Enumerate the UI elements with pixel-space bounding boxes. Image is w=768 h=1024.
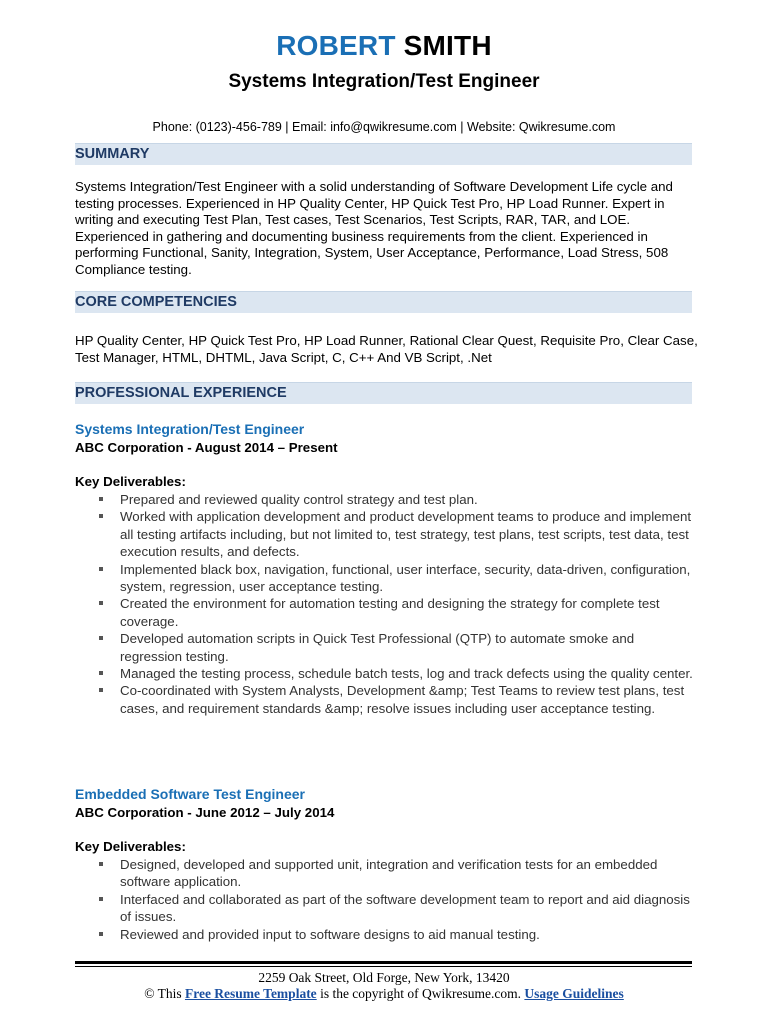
summary-heading: SUMMARY [75,146,150,162]
list-item: Created the environment for automation testing and designing the strategy for complete test coverage. [75,595,695,630]
competencies-section-header [75,291,692,313]
footer-divider-thick [75,961,692,964]
job-company-2: ABC Corporation - June 2012 – July 2014 [75,805,335,820]
competencies-heading: CORE COMPETENCIES [75,294,237,310]
headline-job-title: Systems Integration/Test Engineer [228,71,540,92]
list-item: Prepared and reviewed quality control strategy and test plan. [75,491,695,508]
copyright-middle: is the copyright of Qwikresume.com. [320,986,522,1001]
bullet-icon [99,497,103,501]
last-name: SMITH [403,30,492,61]
summary-section-header [75,143,692,165]
job-company-1: ABC Corporation - August 2014 – Present [75,440,338,455]
bullet-icon [99,671,103,675]
bullet-icon [99,514,103,518]
competencies-text: HP Quality Center, HP Quick Test Pro, HP Load Runner, Rational Clear Quest, Requisite Pro, Clear Case, Test Manager, HTML, DHTML, Java Script, C, C++ And VB Script, .Net [75,333,698,365]
bullet-icon [99,636,103,640]
footer-copyright [0,986,768,1002]
bullet-icon [99,897,103,901]
list-item: Managed the testing process, schedule batch tests, log and track defects using the quality center. [75,665,695,682]
experience-section-header [75,382,692,404]
usage-guidelines-link[interactable]: Usage Guidelines [524,986,624,1001]
key-deliverables-label-2: Key Deliverables: [75,839,186,854]
bullet-icon [99,932,103,936]
free-resume-template-link[interactable]: Free Resume Template [184,986,317,1001]
bullet-icon [99,567,103,571]
list-item: Reviewed and provided input to software designs to aid manual testing. [75,926,695,943]
deliverables-list-2 [75,856,695,943]
contact-line: Phone: (0123)-456-789 | Email: info@qwikresume.com | Website: Qwikresume.com [152,120,616,134]
summary-text: Systems Integration/Test Engineer with a solid understanding of Software Development Life cycle and testing processes. Experienced in HP Quality Center, HP Quick Test Pro, HP Load Runner. Expert in writing and executing Test Plan, Test cases, Test Scenarios, Test Scripts, RAR, TAR, and LOE. Experienced in gathering and documenting business requirements from the client. Experienced in performing Functional, Sanity, Integration, System, User Acceptance, Performance, Load Stress, 508 Compliance testing. [75,179,673,277]
list-item: Designed, developed and supported unit, integration and verification tests for an embedded software application. [75,856,695,891]
candidate-name [0,30,768,62]
list-item: Interfaced and collaborated as part of the software development team to report and aid diagnosis of issues. [75,891,695,926]
footer-divider-thin [75,966,692,967]
first-name: ROBERT [276,30,396,61]
deliverables-list-1 [75,491,695,717]
list-item: Worked with application development and product development teams to produce and implement all testing artifacts including, but not limited to, test strategy, test plans, test scripts, test data, test execution results, and defects. [75,508,695,560]
footer-address: 2259 Oak Street, Old Forge, New York, 13420 [258,970,510,985]
list-item: Developed automation scripts in Quick Test Professional (QTP) to automate smoke and regression testing. [75,630,695,665]
job-title-2: Embedded Software Test Engineer [75,786,306,802]
bullet-icon [99,601,103,605]
job-title-1: Systems Integration/Test Engineer [75,421,305,437]
copyright-prefix: © This [144,986,182,1001]
experience-heading: PROFESSIONAL EXPERIENCE [75,385,287,401]
key-deliverables-label-1: Key Deliverables: [75,474,186,489]
list-item: Implemented black box, navigation, functional, user interface, security, data-driven, configuration, system, regression, user acceptance testing. [75,561,695,596]
list-item: Co-coordinated with System Analysts, Development &amp; Test Teams to review test plans, test cases, and requirement standards &amp; resolve issues including user acceptance testing. [75,682,695,717]
bullet-icon [99,688,103,692]
bullet-icon [99,862,103,866]
